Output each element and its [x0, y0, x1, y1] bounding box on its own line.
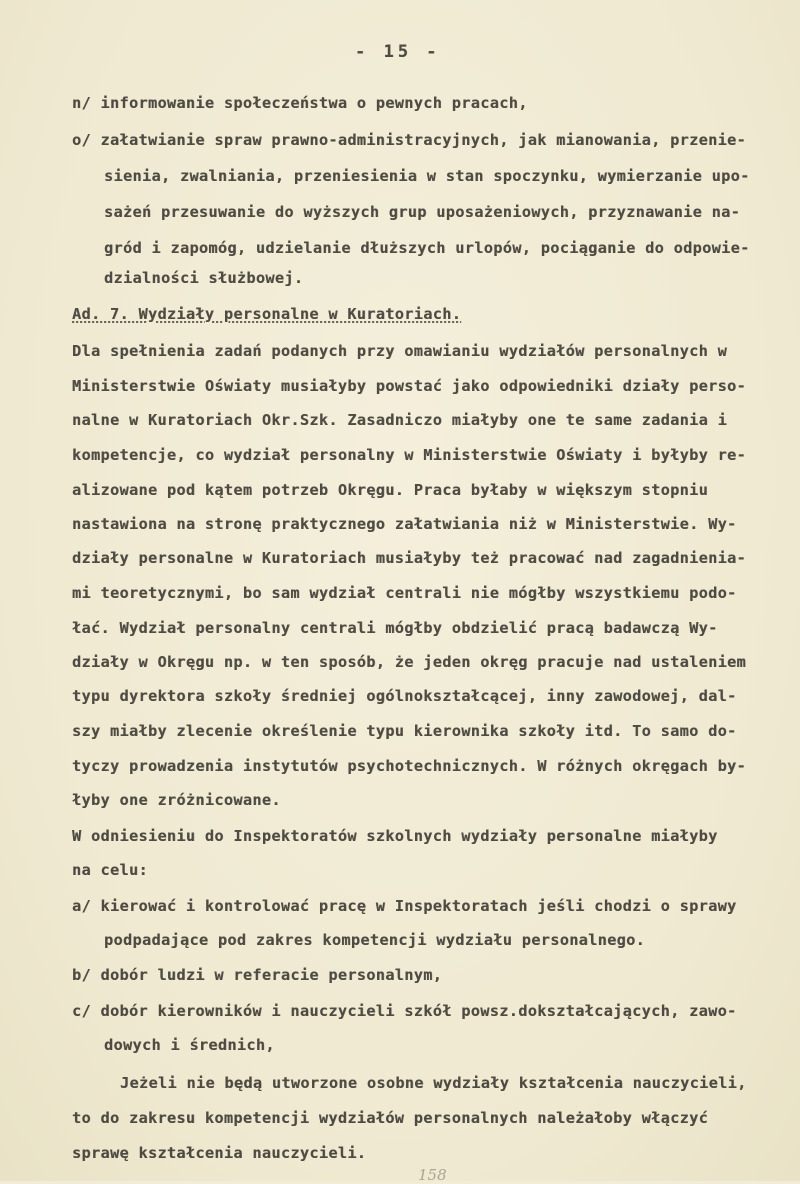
- text-line: Ministerstwie Oświaty musiałyby powstać jako odpowiedniki działy perso-: [72, 377, 747, 395]
- pencil-annotation: 158: [418, 1166, 447, 1184]
- text-line: o/ załatwianie spraw prawno-administracyjnych, jak mianowania, przenie-: [72, 131, 747, 149]
- text-line: tyczy prowadzenia instytutów psychotechnicznych. W różnych okręgach by-: [72, 757, 747, 775]
- text-line: kompetencje, co wydział personalny w Ministerstwie Oświaty i byłyby re-: [72, 446, 747, 464]
- text-line: gród i zapomóg, udzielanie dłuższych urlopów, pociąganie do odpowie-: [104, 239, 750, 257]
- text-line: nastawiona na stronę praktycznego załatwiania niż w Ministerstwie. Wy-: [72, 515, 737, 533]
- text-line: działy personalne w Kuratoriach musiałyby też pracować nad zagadnienia-: [72, 549, 747, 567]
- text-line: łyby one zróżnicowane.: [72, 791, 281, 809]
- text-line: podpadające pod zakres kompetencji wydziału personalnego.: [104, 931, 646, 949]
- page-number: - 15 -: [355, 42, 441, 62]
- text-line: dowych i średnich,: [104, 1036, 275, 1054]
- text-line: typu dyrektora szkoły średniej ogólnokształcącej, inny zawodowej, dal-: [72, 687, 737, 705]
- text-line: dzialności służbowej.: [104, 269, 304, 287]
- list-item: c/ dobór kierowników i nauczycieli szkół powsz.dokształcających, zawo-: [72, 1002, 737, 1020]
- text-line: na celu:: [72, 861, 148, 879]
- text-line: Dla spełnienia zadań podanych przy omawianiu wydziałów personalnych w: [72, 342, 728, 360]
- text-line: szy miałby zlecenie określenie typu kierownika szkoły itd. To samo do-: [72, 722, 737, 740]
- text-line: to do zakresu kompetencji wydziałów personalnych należałoby włączyć: [72, 1109, 709, 1127]
- text-line: Jeżeli nie będą utworzone osobne wydziały kształcenia nauczycieli,: [120, 1074, 747, 1092]
- section-heading: Ad. 7. Wydziały personalne w Kuratoriach.: [72, 305, 462, 323]
- text-line: sienia, zwalniania, przeniesienia w stan spoczynku, wymierzanie upo-: [104, 167, 750, 185]
- text-line: n/ informowanie społeczeństwa o pewnych pracach,: [72, 94, 528, 112]
- text-line: mi teoretycznymi, bo sam wydział centrali nie mógłby wszystkiemu podo-: [72, 584, 737, 602]
- text-line: łać. Wydział personalny centrali mógłby obdzielić pracą badawczą Wy-: [72, 619, 718, 637]
- list-item: a/ kierować i kontrolować pracę w Inspektoratach jeśli chodzi o sprawy: [72, 897, 737, 915]
- text-line: sażeń przesuwanie do wyższych grup uposażeniowych, przyznawanie na-: [104, 203, 741, 221]
- text-line: działy w Okręgu np. w ten sposób, że jeden okręg pracuje nad ustaleniem: [72, 653, 747, 671]
- text-line: nalne w Kuratoriach Okr.Szk. Zasadniczo miałyby one te same zadania i: [72, 411, 728, 429]
- text-line: W odniesieniu do Inspektoratów szkolnych wydziały personalne miałyby: [72, 827, 718, 845]
- text-line: sprawę kształcenia nauczycieli.: [72, 1144, 367, 1162]
- text-line: alizowane pod kątem potrzeb Okręgu. Praca byłaby w większym stopniu: [72, 481, 709, 499]
- list-item: b/ dobór ludzi w referacie personalnym,: [72, 966, 443, 984]
